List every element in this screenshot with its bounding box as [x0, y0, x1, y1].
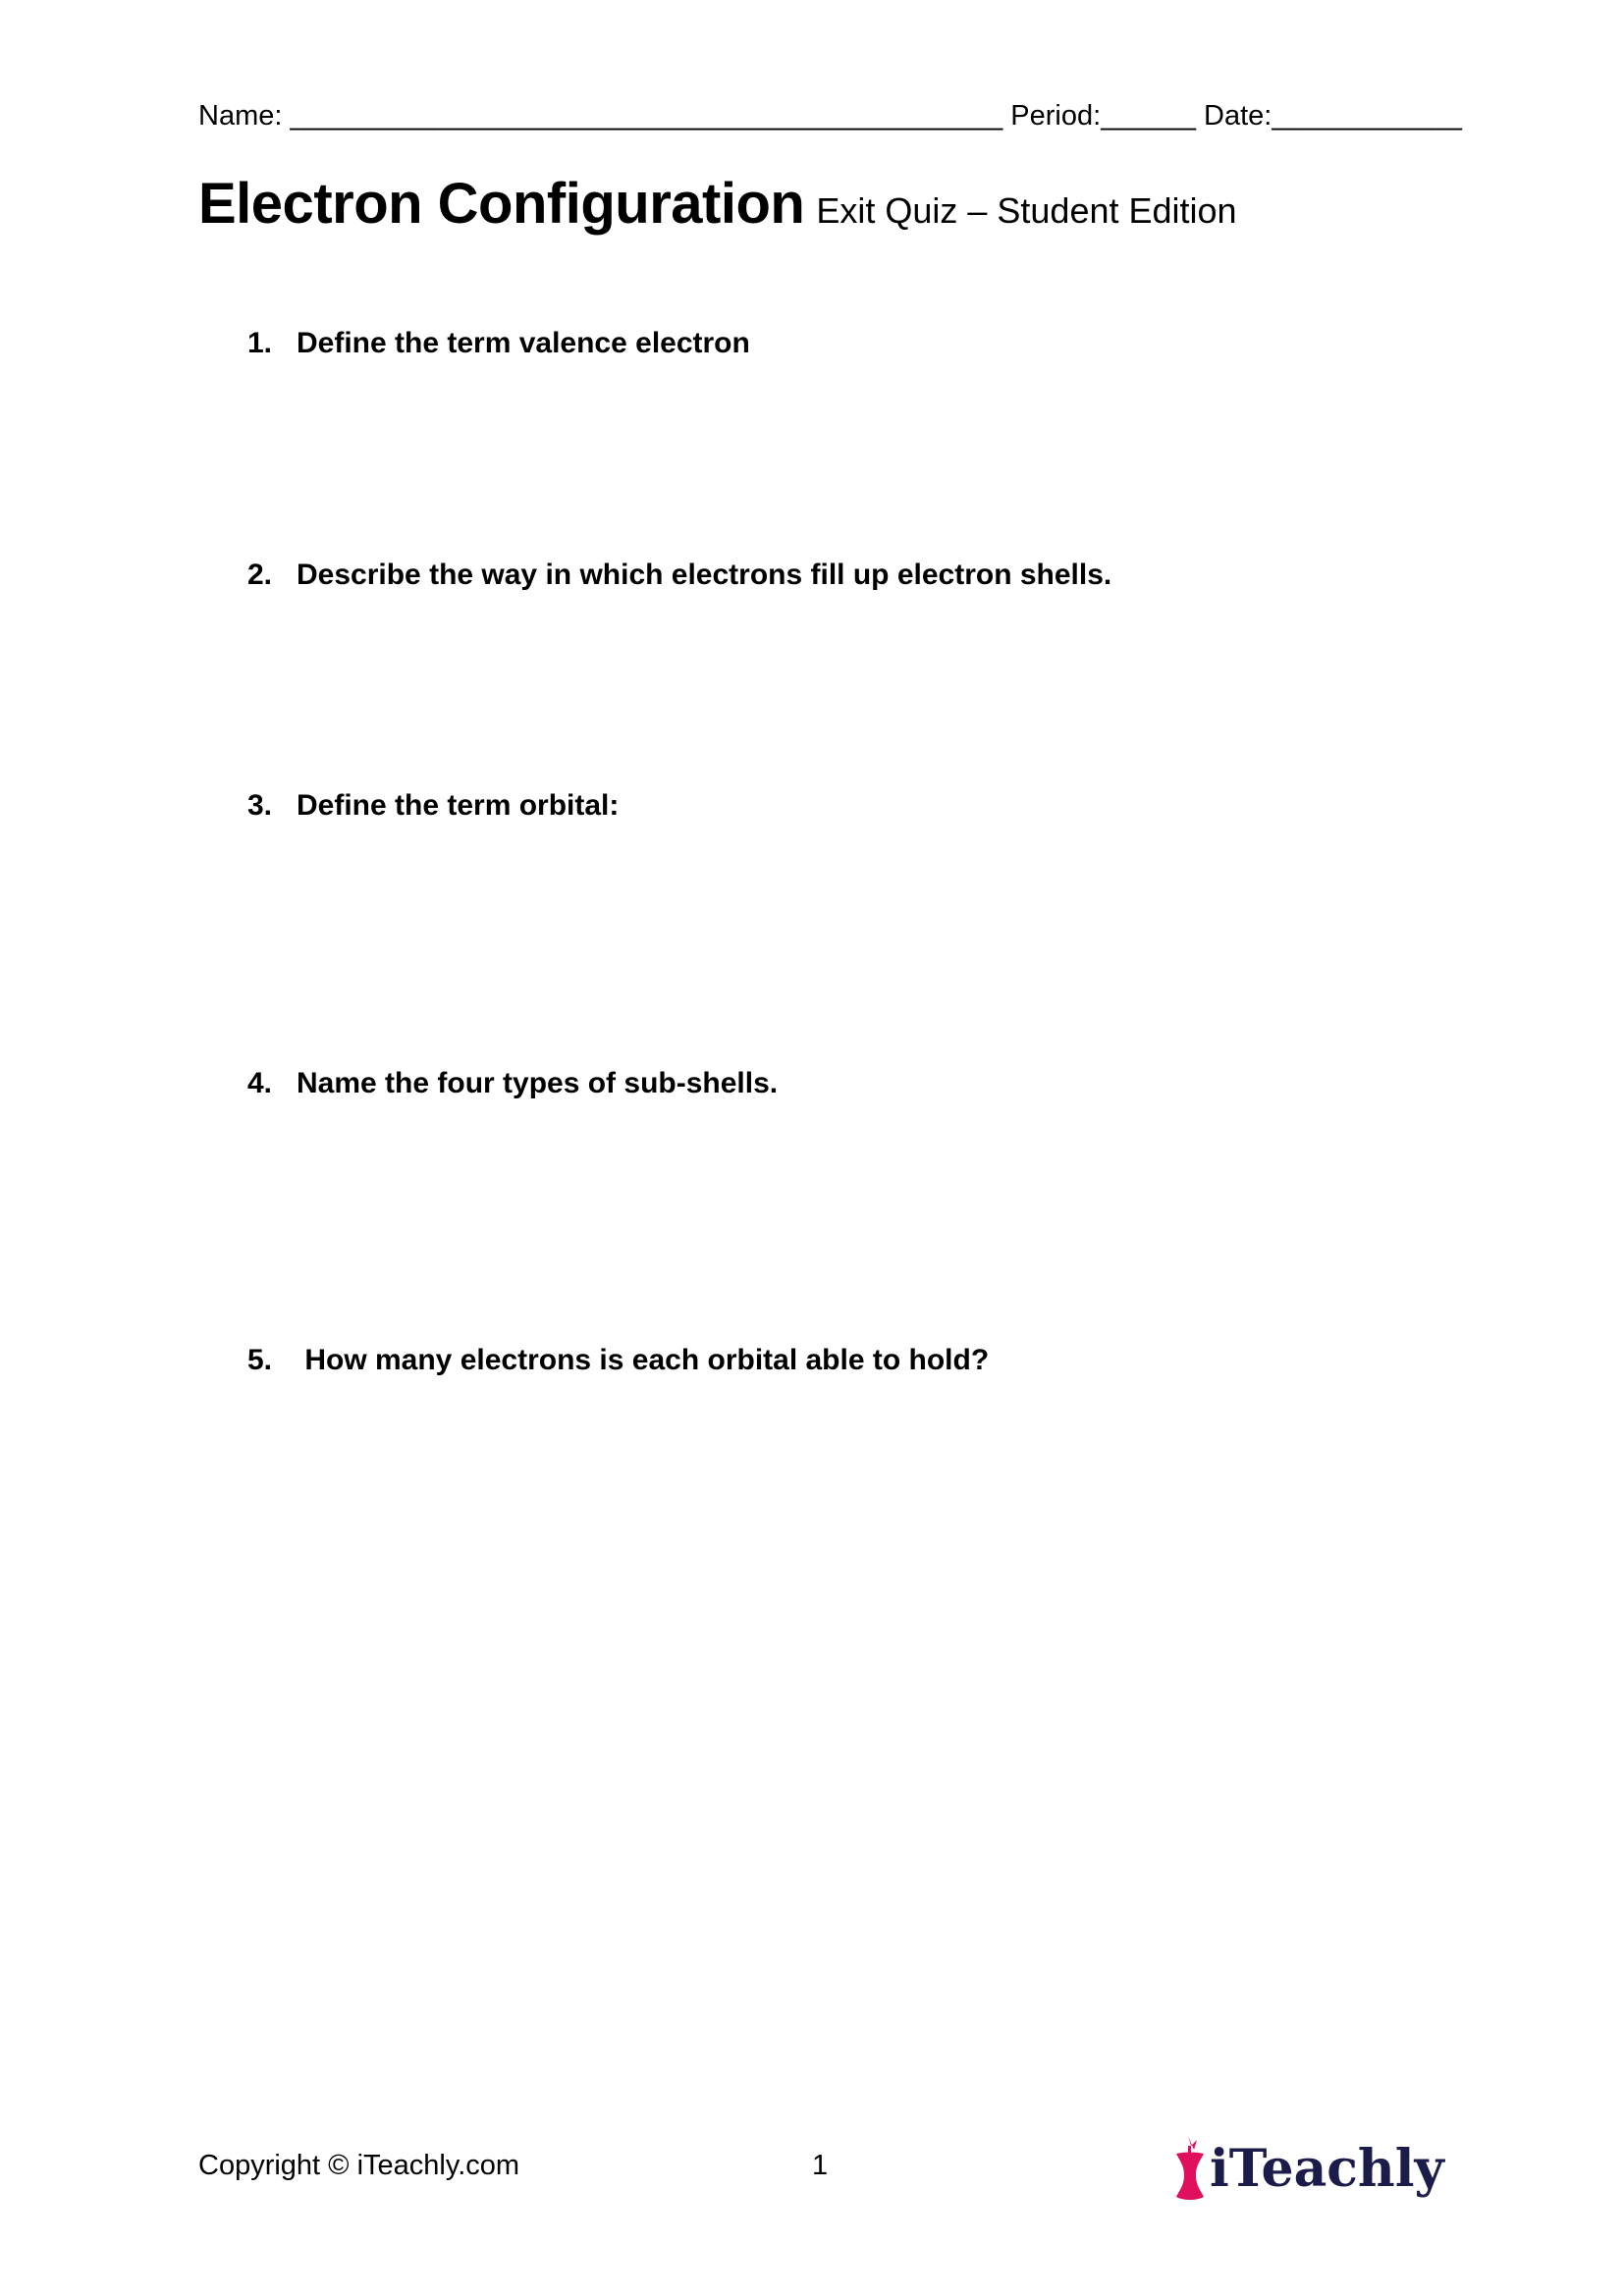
question-5 — [247, 1341, 989, 1380]
question-text: How many electrons is each orbital able to hold? — [297, 1344, 990, 1376]
question-4 — [247, 1064, 778, 1103]
logo-text: iTeachly — [1210, 2139, 1444, 2199]
question-text: Define the term orbital: — [297, 789, 620, 822]
apple-core-icon — [1168, 2132, 1210, 2211]
iteachly-logo — [1168, 2128, 1443, 2216]
page-number: 1 — [812, 2150, 829, 2181]
question-2 — [247, 556, 1111, 595]
question-number: 4. — [247, 1067, 273, 1099]
copyright-notice: Copyright © iTeachly.com — [198, 2150, 520, 2181]
question-number: 5. — [247, 1344, 273, 1376]
title-subtitle: Exit Quiz – Student Edition — [816, 190, 1237, 231]
question-3 — [247, 786, 619, 826]
question-text: Define the term valence electron — [297, 327, 750, 359]
question-number: 2. — [247, 559, 273, 591]
question-1 — [247, 324, 750, 363]
title-main: Electron Configuration — [198, 172, 805, 236]
question-text: Describe the way in which electrons fill up electron shells. — [297, 559, 1112, 591]
question-text: Name the four types of sub-shells. — [297, 1067, 779, 1099]
question-number: 3. — [247, 789, 273, 822]
page-title — [198, 171, 1237, 237]
student-info-line: Name: _____________________________________________ Period:______ Date:____________ — [198, 100, 1462, 132]
question-number: 1. — [247, 327, 273, 359]
